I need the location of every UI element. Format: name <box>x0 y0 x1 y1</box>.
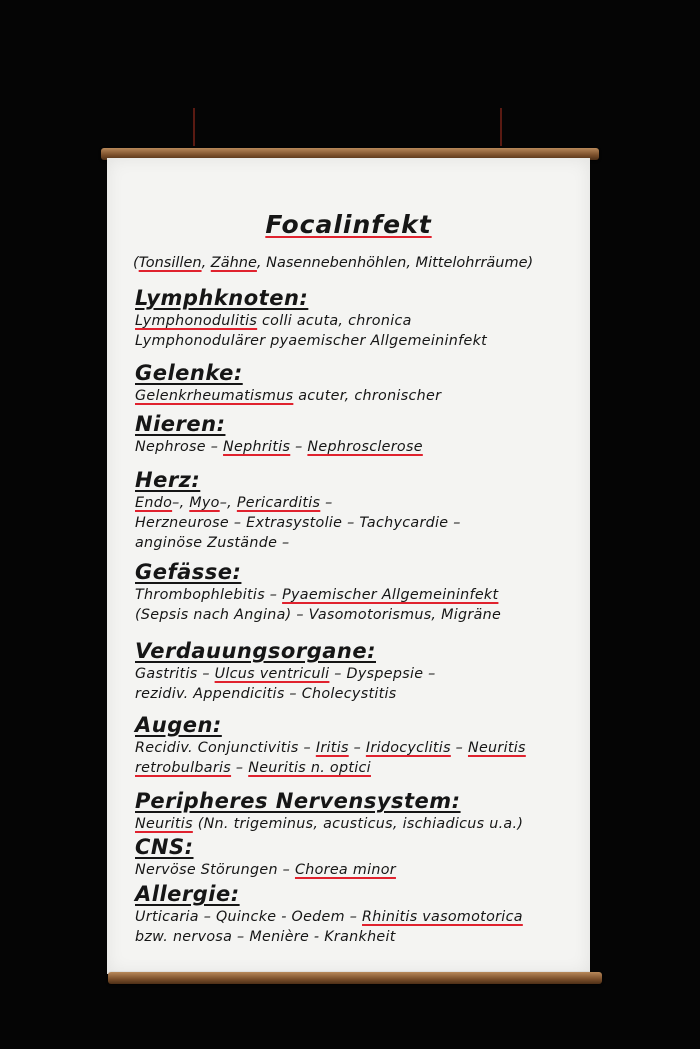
text-fragment: rezidiv. Appendicitis – Cholecystitis <box>135 686 397 702</box>
section-heading: CNS: <box>135 835 194 859</box>
text-fragment: Urticaria – Quincke - Oedem – <box>135 909 363 925</box>
section-line <box>135 907 523 927</box>
section <box>135 712 526 778</box>
section <box>135 360 441 406</box>
section <box>135 285 487 351</box>
underlined-term: Lymphonodulitis <box>135 313 258 329</box>
section-line <box>135 927 523 947</box>
section-line <box>135 814 523 834</box>
text-fragment: Lymphonodulärer pyaemischer Allgemeininfekt <box>135 333 488 349</box>
underlined-term: Chorea minor <box>294 862 396 878</box>
section-line <box>135 758 526 778</box>
section-line <box>135 684 436 704</box>
underlined-term: Neuritis <box>135 816 193 832</box>
section <box>135 559 501 625</box>
underlined-term: Nephritis <box>223 439 291 455</box>
hanging-cord-right <box>500 108 502 146</box>
text-fragment: (Sepsis nach Angina) – Vasomotorismus, Migräne <box>135 607 502 623</box>
text-fragment: – <box>450 740 468 756</box>
underlined-term: Neuritis n. optici <box>248 760 371 776</box>
underlined-term: Rhinitis vasomotorica <box>362 909 523 925</box>
section-line <box>135 664 436 684</box>
section <box>135 881 523 947</box>
underlined-term: Nephrosclerose <box>307 439 423 455</box>
section-line <box>135 860 396 880</box>
section-line <box>135 493 461 513</box>
text-fragment: Thrombophlebitis – <box>135 587 283 603</box>
section-line <box>135 513 461 533</box>
text-fragment: Nephrose – <box>135 439 224 455</box>
section <box>135 411 423 457</box>
text-fragment: –, <box>172 495 190 511</box>
text-fragment: – <box>348 740 366 756</box>
underlined-term: Zähne <box>210 255 257 271</box>
text-fragment: Recidiv. Conjunctivitis – <box>135 740 316 756</box>
chart-content <box>107 158 590 974</box>
section-heading: Peripheres Nervensystem: <box>135 789 461 813</box>
hanging-cord-left <box>193 108 195 146</box>
underlined-term: Tonsillen <box>138 255 202 271</box>
chart-title: Focalinfekt <box>265 210 432 239</box>
text-fragment: –, <box>219 495 237 511</box>
section-heading: Nieren: <box>135 412 226 436</box>
text-fragment: – <box>231 760 249 776</box>
text-fragment: Herzneurose – Extrasystolie – Tachycardie – <box>135 515 461 531</box>
underlined-term: retrobulbaris <box>135 760 232 776</box>
section-line <box>135 738 526 758</box>
section-heading: Gefässe: <box>135 560 242 584</box>
section-heading: Verdauungsorgane: <box>135 639 376 663</box>
section-heading: Lymphknoten: <box>135 286 309 310</box>
underlined-term: Pyaemischer Allgemeininfekt <box>282 587 499 603</box>
underlined-term: Neuritis <box>467 740 526 756</box>
text-fragment: , <box>201 255 211 271</box>
text-fragment: – Dyspepsie – <box>329 666 436 682</box>
section <box>135 638 436 704</box>
underlined-term: Ulcus ventriculi <box>214 666 330 682</box>
section-line <box>135 585 501 605</box>
section-line <box>135 437 423 457</box>
text-fragment: anginöse Zustände – <box>135 535 290 551</box>
section-heading: Gelenke: <box>135 361 243 385</box>
section <box>135 788 523 834</box>
underlined-term: Myo <box>189 495 220 511</box>
section-line <box>135 386 441 406</box>
chart-subtitle <box>133 255 533 271</box>
underlined-term: Iridocyclitis <box>365 740 451 756</box>
section-line <box>135 311 487 331</box>
text-fragment: (Nn. trigeminus, acusticus, ischiadicus u.a.) <box>192 816 524 832</box>
underlined-term: Endo <box>135 495 173 511</box>
bottom-wooden-rod <box>108 972 602 984</box>
text-fragment: ( <box>133 255 139 271</box>
text-fragment: – <box>290 439 308 455</box>
section-heading: Augen: <box>135 713 222 737</box>
section <box>135 834 396 880</box>
text-fragment: acuter, chronischer <box>293 388 442 404</box>
underlined-term: Gelenkrheumatismus <box>135 388 294 404</box>
section-line <box>135 605 501 625</box>
section-heading: Allergie: <box>135 882 240 906</box>
text-fragment: Nervöse Störungen – <box>135 862 295 878</box>
section-line <box>135 533 461 553</box>
text-fragment: , Nasennebenhöhlen, Mittelohrräume) <box>256 255 534 271</box>
underlined-term: Iritis <box>315 740 349 756</box>
text-fragment: – <box>320 495 333 511</box>
section-heading: Herz: <box>135 468 201 492</box>
underlined-term: Pericarditis <box>236 495 321 511</box>
text-fragment: Gastritis – <box>135 666 215 682</box>
text-fragment: bzw. nervosa – Menière - Krankheit <box>135 929 396 945</box>
section <box>135 467 461 553</box>
text-fragment: colli acuta, chronica <box>257 313 412 329</box>
wall-chart <box>107 158 590 974</box>
section-line <box>135 331 487 351</box>
